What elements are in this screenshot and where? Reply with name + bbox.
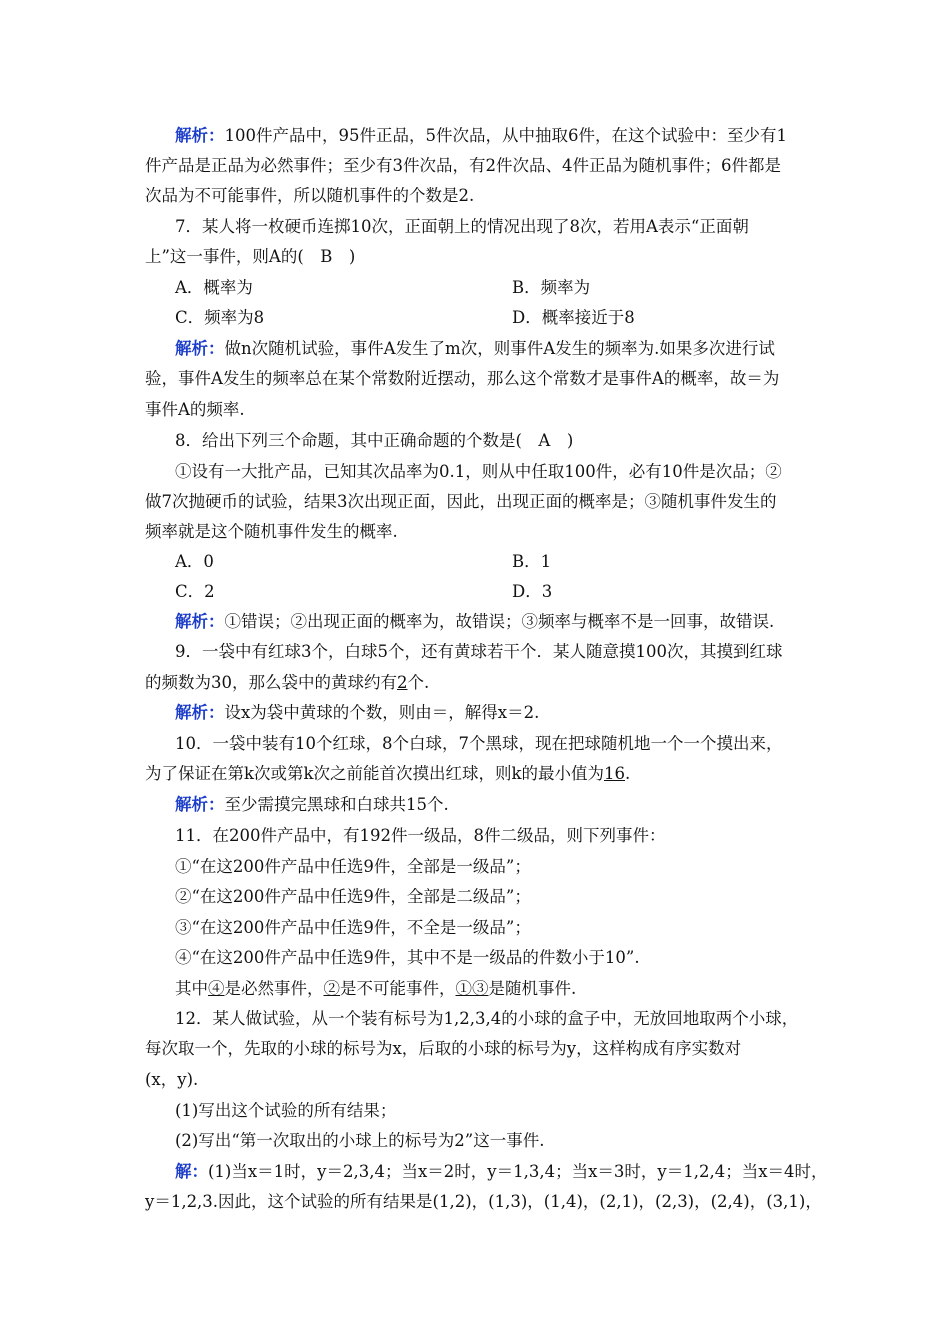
q11-answer-certain: ④ (208, 979, 225, 998)
q9-stem-text: 的频数为30，那么袋中的黄球约有 (145, 673, 397, 692)
q11-item-4: ④“在这200件产品中任选9件，其中不是一级品的件数小于10”. (175, 948, 640, 967)
q11-answer-text: 是随机事件. (488, 979, 577, 998)
q8-analysis-text: ①错误；②出现正面的概率为，故错误；③频率与概率不是一回事，故错误. (224, 612, 775, 631)
q7-option-d: D．概率接近于8 (512, 308, 635, 327)
q8-stem: 8．给出下列三个命题，其中正确命题的个数是( A ) (175, 431, 574, 450)
q11-answer-impossible: ② (323, 979, 340, 998)
q7-analysis-line-3: 事件A的频率. (145, 400, 245, 419)
q11-answer-text: 是不可能事件， (340, 979, 456, 998)
q7-option-b: B．频率为 (512, 278, 591, 297)
q12-solution-line-1 (175, 1160, 828, 1184)
q8-option-d: D．3 (512, 582, 553, 601)
q10-stem-text: 为了保证在第k次或第k次之前能首次摸出红球，则k的最小值为 (145, 764, 604, 783)
q9-stem-end: 个. (407, 673, 430, 692)
q10-analysis (175, 793, 810, 817)
analysis-label: 解析： (175, 126, 225, 145)
q7-stem-line-1: 7．某人将一枚硬币连掷10次，正面朝上的情况出现了8次，若用A表示“正面朝 (175, 217, 749, 236)
q10-answer: 16 (604, 764, 625, 783)
q11-item-3: ③“在这200件产品中任选9件，不全是一级品”； (175, 918, 531, 937)
q7-stem-line-2: 上”这一事件，则A的( B ) (145, 247, 356, 266)
analysis-label: 解析： (175, 795, 225, 814)
q7-option-a: A．概率为 (175, 278, 253, 297)
q9-analysis (175, 701, 810, 725)
q11-stem: 11．在200件产品中，有192件一级品，8件二级品，则下列事件： (175, 826, 666, 845)
q10-stem-line-2 (145, 762, 810, 786)
q12-solution-line-2: y＝1,2,3.因此，这个试验的所有结果是(1,2)，(1,3)，(1,4)，(2,1)，(2,3)，(2,4)，(3,1)， (145, 1192, 822, 1211)
q10-stem-line-1: 10．一袋中装有10个红球，8个白球，7个黑球，现在把球随机地一个一个摸出来， (175, 734, 783, 753)
q6-analysis-text: 100件产品中，95件正品，5件次品，从中抽取6件，在这个试验中：至少有1 (224, 126, 787, 145)
q9-answer: 2 (397, 673, 408, 692)
q10-analysis-text: 至少需摸完黑球和白球共15个. (224, 795, 449, 814)
q7-options-row-2 (175, 306, 810, 330)
q7-option-c: C．频率为8 (175, 308, 265, 327)
q7-options-row-1 (175, 276, 810, 300)
q12-solution-text: (1)当x＝1时，y＝2,3,4；当x＝2时，y＝1,3,4；当x＝3时，y＝1,2,4；当x＝4时， (208, 1162, 828, 1181)
q12-stem-line-2: 每次取一个，先取的小球的标号为x，后取的小球的标号为y，这样构成有序实数对 (145, 1039, 742, 1058)
solution-label: 解： (175, 1162, 208, 1181)
q9-stem-line-1: 9．一袋中有红球3个，白球5个，还有黄球若干个．某人随意摸100次，其摸到红球 (175, 642, 783, 661)
q6-analysis-line-2: 件产品是正品为必然事件；至少有3件次品，有2件次品、4件正品为随机事件；6件都是 (145, 156, 781, 175)
q11-answer-random: ①③ (455, 979, 489, 998)
q11-item-1: ①“在这200件产品中任选9件，全部是一级品”； (175, 857, 531, 876)
q10-stem-end: . (625, 764, 631, 783)
q11-item-2: ②“在这200件产品中任选9件，全部是二级品”； (175, 887, 531, 906)
q7-analysis-text: 做n次随机试验，事件A发生了m次，则事件A发生的频率为.如果多次进行试 (224, 339, 775, 358)
q11-answer-text: 是必然事件， (224, 979, 324, 998)
q8-body-line-3: 频率就是这个随机事件发生的概率. (145, 522, 398, 541)
q8-options-row-1 (175, 550, 810, 574)
q12-part-2: (2)写出“第一次取出的小球上的标号为2”这一事件. (175, 1131, 545, 1150)
q8-body-line-2: 做7次抛硬币的试验，结果3次出现正面，因此，出现正面的概率是；③随机事件发生的 (145, 492, 777, 511)
q8-option-a: A．0 (175, 552, 214, 571)
q8-options-row-2 (175, 580, 810, 604)
q9-stem-line-2 (145, 671, 810, 695)
analysis-label: 解析： (175, 612, 225, 631)
q6-analysis-line-3: 次品为不可能事件，所以随机事件的个数是2. (145, 186, 475, 205)
q9-analysis-text: 设x为袋中黄球的个数，则由＝，解得x＝2. (224, 703, 540, 722)
q8-option-c: C．2 (175, 582, 215, 601)
q7-analysis-line-1 (175, 337, 810, 361)
q8-analysis (175, 610, 810, 634)
q12-stem-line-1: 12．某人做试验，从一个装有标号为1,2,3,4的小球的盒子中，无放回地取两个小球， (175, 1009, 799, 1028)
q11-answer-text: 其中 (175, 979, 208, 998)
q11-answer-line (175, 977, 810, 1001)
q12-part-1: (1)写出这个试验的所有结果； (175, 1101, 397, 1120)
analysis-label: 解析： (175, 703, 225, 722)
q8-body-line-1: ①设有一大批产品，已知其次品率为0.1，则从中任取100件，必有10件是次品；② (175, 462, 782, 481)
analysis-label: 解析： (175, 339, 225, 358)
q12-stem-line-3: (x，y). (145, 1070, 199, 1089)
q7-analysis-line-2: 验，事件A发生的频率总在某个常数附近摆动，那么这个常数才是事件A的概率，故＝为 (145, 369, 780, 388)
q8-option-b: B．1 (512, 552, 552, 571)
q6-analysis-line-1 (175, 124, 810, 148)
